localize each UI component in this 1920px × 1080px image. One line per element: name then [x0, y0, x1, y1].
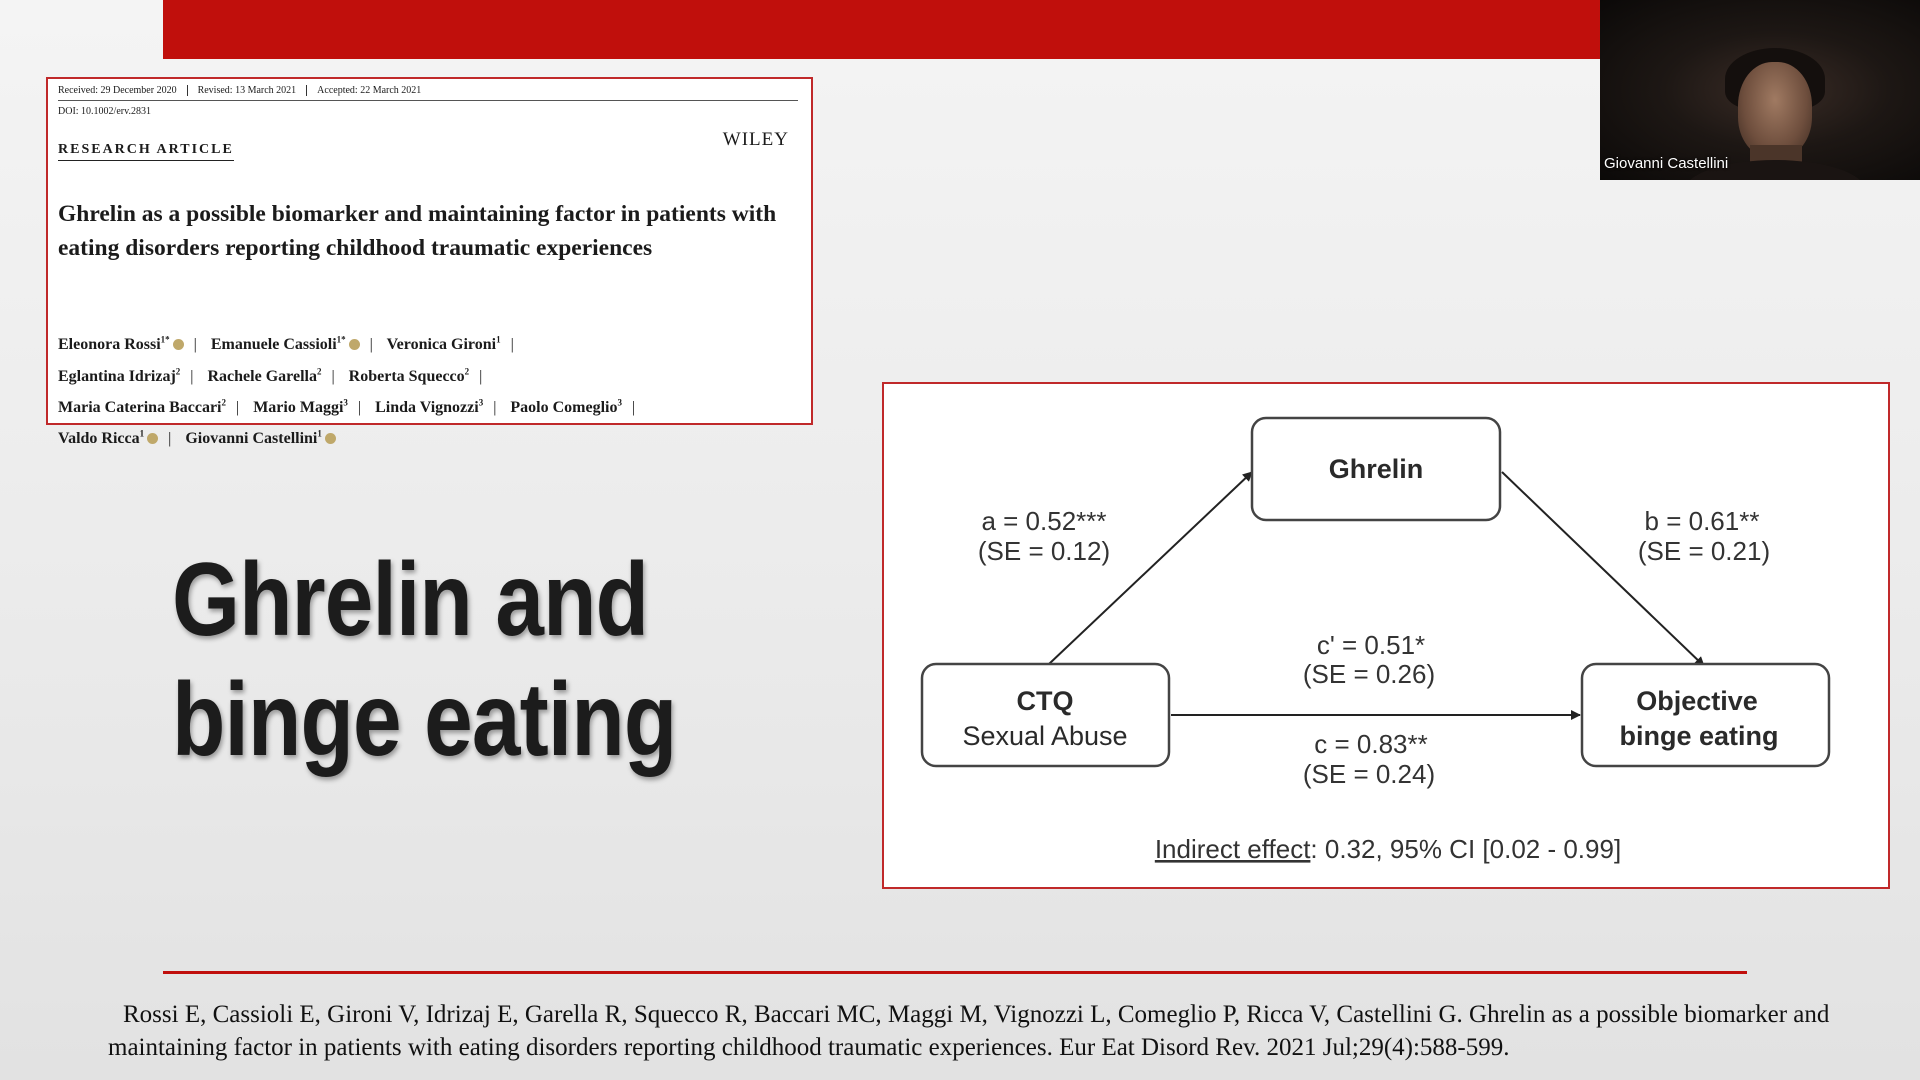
- path-b-coefficient: b = 0.61**: [1644, 506, 1760, 536]
- reference-citation: Rossi E, Cassioli E, Gironi V, Idrizaj E, Garella R, Squecco R, Baccari MC, Maggi M, Vignozzi L, Comeglio P, Ricca V, Castellini G. Ghrelin as a possible biomarker and maintaining factor in patients with eating disorders reporting childhood traumatic experiences. Eur Eat Disord Rev. 2021 Jul;29(4):588-599.: [108, 1001, 1830, 1061]
- author: Paolo Comeglio$^3$: [510, 397, 622, 416]
- path-a-se: (SE = 0.12): [977, 536, 1111, 566]
- slide-title: [172, 540, 676, 780]
- participant-video-tile[interactable]: [1600, 0, 1920, 180]
- orcid-icon: [349, 339, 360, 350]
- slide-title-line1: Ghrelin and: [172, 542, 649, 658]
- indirect-effect: [1155, 834, 1621, 864]
- author-line: Valdo Ricca$^1$ | Giovanni Castellini$^1$: [58, 421, 803, 452]
- received-date: Received: 29 December 2020: [58, 85, 177, 96]
- indirect-effect-label: Indirect effect: [1154, 834, 1311, 864]
- node-ctq: [922, 664, 1169, 766]
- path-c-prime-se: (SE = 0.26): [1302, 659, 1436, 689]
- author: Roberta Squecco$^2$: [348, 366, 470, 385]
- accepted-date: Accepted: 22 March 2021: [306, 85, 431, 96]
- path-a-coefficient: a = 0.52***: [981, 506, 1107, 536]
- indirect-effect-value: : 0.32, 95% CI [0.02 - 0.99]: [1310, 834, 1622, 864]
- paper-doi: DOI: 10.1002/erv.2831: [58, 106, 151, 117]
- author: Rachele Garella$^2$: [207, 366, 322, 385]
- author: Veronica Gironi$^1$: [386, 335, 501, 354]
- paper-divider: [58, 100, 798, 101]
- paper-dates: [58, 85, 431, 96]
- path-c-se: (SE = 0.24): [1302, 759, 1436, 789]
- path-b-se: (SE = 0.21): [1637, 536, 1771, 566]
- path-b-arrow: [1502, 472, 1704, 666]
- node-binge-label-2: binge eating: [1619, 721, 1779, 751]
- author: Emanuele Cassioli$^{1*}$: [211, 336, 360, 353]
- node-ctq-label: CTQ: [1016, 686, 1074, 716]
- publisher-logo: WILEY: [722, 129, 789, 150]
- participant-name: Giovanni Castellini: [1604, 155, 1729, 172]
- paper-authors: [58, 327, 803, 452]
- author-line: Maria Caterina Baccari$^2$ | Mario Maggi$^3$ | Linda Vignozzi$^3$ | Paolo Comeglio$^3$ |: [58, 397, 636, 416]
- node-ctq-sublabel: Sexual Abuse: [962, 721, 1128, 751]
- node-binge-label-1: Objective: [1636, 686, 1758, 716]
- paper-title: Ghrelin as a possible biomarker and maintaining factor in patients with eating disorders reporting childhood traumatic experiences: [58, 201, 777, 261]
- path-c-coefficient: c = 0.83**: [1314, 729, 1428, 759]
- author: Linda Vignozzi$^3$: [375, 397, 484, 416]
- paper-section-label: RESEARCH ARTICLE: [58, 142, 234, 161]
- author: Eglantina Idrizaj$^2$: [58, 366, 181, 385]
- author: Eleonora Rossi$^{1*}$: [58, 336, 184, 353]
- orcid-icon: [147, 433, 158, 444]
- top-accent-bar: [163, 0, 1600, 59]
- mediation-diagram: [882, 382, 1890, 889]
- orcid-icon: [173, 339, 184, 350]
- author: Giovanni Castellini$^1$: [185, 430, 336, 447]
- author: Mario Maggi$^3$: [253, 397, 348, 416]
- path-c-prime-coefficient: c' = 0.51*: [1316, 630, 1426, 660]
- orcid-icon: [325, 433, 336, 444]
- author: Valdo Ricca$^1$: [58, 430, 158, 447]
- node-binge-eating: [1582, 664, 1829, 766]
- author: Maria Caterina Baccari$^2$: [58, 397, 226, 416]
- slide-title-line2: binge eating: [172, 662, 677, 778]
- node-ghrelin-label: Ghrelin: [1328, 454, 1424, 484]
- author-line: Eglantina Idrizaj$^2$ | Rachele Garella$^2$ | Roberta Squecco$^2$ |: [58, 366, 483, 385]
- author-line: Eleonora Rossi$^{1*}$ | Emanuele Cassioli$^{1*}$ | Veronica Gironi$^1$ |: [58, 335, 514, 354]
- mediation-diagram-svg: [884, 384, 1890, 889]
- participant-face: [1738, 62, 1812, 157]
- paper-header-snippet: [46, 77, 813, 448]
- path-a-arrow: [1049, 472, 1252, 664]
- reference-divider: [163, 971, 1747, 974]
- node-ghrelin: [1252, 418, 1500, 520]
- revised-date: Revised: 13 March 2021: [187, 85, 307, 96]
